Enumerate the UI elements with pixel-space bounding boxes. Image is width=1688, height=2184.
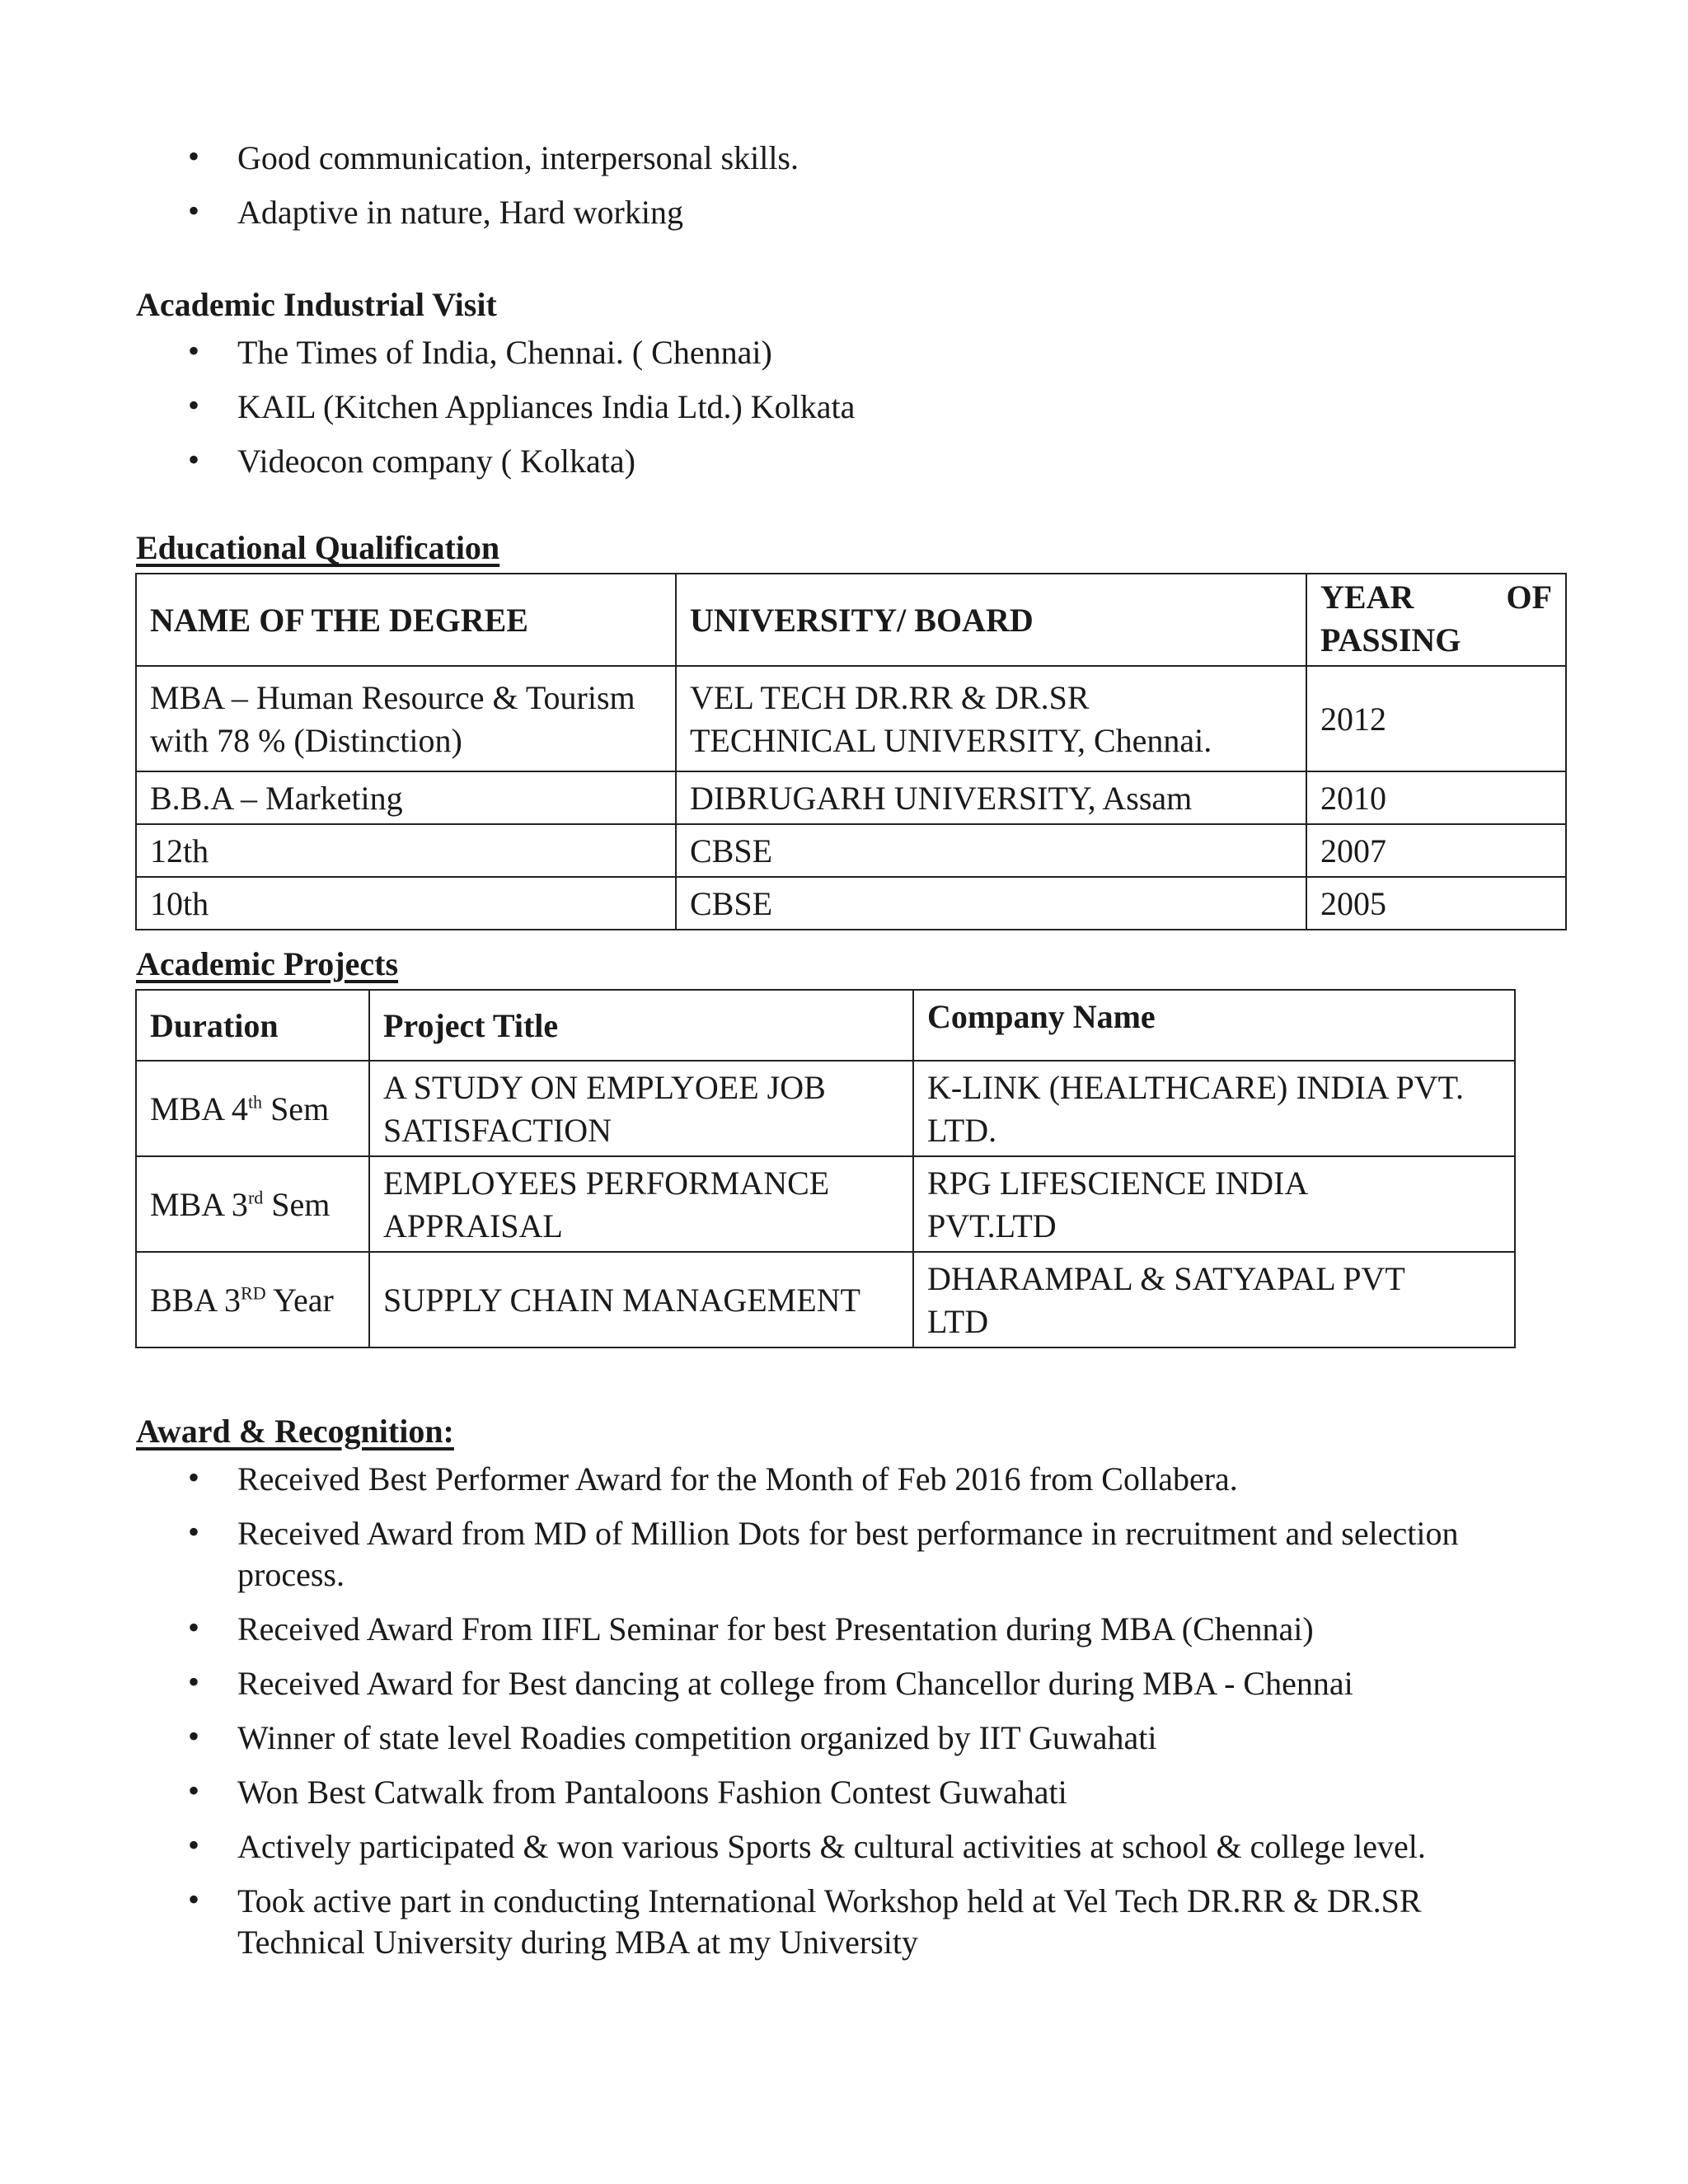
cell-degree: 10th [136, 877, 676, 930]
visits-list [138, 332, 1540, 495]
cell-duration [136, 1156, 369, 1252]
cell-text: Sem [263, 1186, 331, 1223]
list-item: • Good communication, interpersonal skills. [138, 138, 1540, 179]
cell-line: EMPLOYEES PERFORMANCE [383, 1165, 830, 1202]
list-item: • Took active part in conducting International Workshop held at Vel Tech DR.RR & DR.SR Technical University during MBA at my University [138, 1881, 1556, 1963]
superscript: RD [241, 1282, 266, 1304]
cell-line: PVT.LTD [927, 1207, 1057, 1244]
visits-heading: Academic Industrial Visit [136, 286, 497, 323]
education-heading: Educational Qualification [136, 529, 500, 566]
list-item: • Received Best Performer Award for the Month of Feb 2016 from Collabera. [138, 1459, 1556, 1500]
cell-line: LTD. [927, 1112, 997, 1149]
cell-line: APPRAISAL [383, 1207, 563, 1244]
cell-year: 2007 [1306, 824, 1566, 877]
table-row [136, 1156, 1515, 1252]
cell-project-title [369, 1156, 913, 1252]
cell-text: Year [265, 1282, 334, 1319]
cell-company [913, 1156, 1515, 1252]
header-year-word: PASSING [1320, 621, 1461, 658]
list-item: • Received Award for Best dancing at college from Chancellor during MBA - Chennai [138, 1663, 1556, 1704]
awards-heading: Award & Recognition: [136, 1413, 454, 1450]
cell-duration [136, 1252, 369, 1347]
list-item: • KAIL (Kitchen Appliances India Ltd.) Kolkata [138, 387, 1540, 428]
cell-line: K-LINK (HEALTHCARE) INDIA PVT. [927, 1069, 1465, 1106]
cell-line: A STUDY ON EMPLYOEE JOB [383, 1069, 826, 1106]
table-row [136, 877, 1566, 930]
cell-year: 2012 [1306, 666, 1566, 771]
cell-line: with 78 % (Distinction) [150, 722, 462, 759]
cell-line: VEL TECH DR.RR & DR.SR [690, 679, 1090, 716]
list-item: • Winner of state level Roadies competition organized by IIT Guwahati [138, 1718, 1556, 1759]
cell-university: DIBRUGARH UNIVERSITY, Assam [676, 771, 1306, 824]
table-row [136, 666, 1566, 771]
header-year [1306, 574, 1566, 666]
cell-project-title: SUPPLY CHAIN MANAGEMENT [369, 1252, 913, 1347]
cell-line: RPG LIFESCIENCE INDIA [927, 1165, 1309, 1202]
cell-project-title [369, 1061, 913, 1156]
superscript: th [247, 1091, 263, 1113]
list-item: • Adaptive in nature, Hard working [138, 192, 1540, 233]
skills-list [138, 138, 1540, 246]
header-year-word: YEAR [1320, 579, 1414, 616]
cell-degree [136, 666, 676, 771]
table-header-row [136, 574, 1566, 666]
header-university: UNIVERSITY/ BOARD [676, 574, 1306, 666]
list-item: • Videocon company ( Kolkata) [138, 441, 1540, 482]
cell-line: TECHNICAL UNIVERSITY, Chennai. [690, 722, 1212, 759]
cell-line: DHARAMPAL & SATYAPAL PVT [927, 1260, 1405, 1297]
cell-university [676, 666, 1306, 771]
header-degree: NAME OF THE DEGREE [136, 574, 676, 666]
header-year-word: OF [1506, 579, 1552, 616]
cell-degree: B.B.A – Marketing [136, 771, 676, 824]
list-item: • Received Award from MD of Million Dots for best performance in recruitment and selection process. [138, 1513, 1556, 1596]
header-company: Company Name [913, 990, 1515, 1061]
cell-text: MBA 3 [150, 1186, 248, 1223]
cell-line: MBA – Human Resource & Tourism [150, 679, 635, 716]
table-row [136, 1061, 1515, 1156]
list-item: • Received Award From IIFL Seminar for best Presentation during MBA (Chennai) [138, 1609, 1556, 1650]
header-project-title: Project Title [369, 990, 913, 1061]
cell-university: CBSE [676, 877, 1306, 930]
projects-heading: Academic Projects [136, 945, 399, 982]
cell-company [913, 1061, 1515, 1156]
list-item: • Won Best Catwalk from Pantaloons Fashion Contest Guwahati [138, 1772, 1556, 1813]
cell-degree: 12th [136, 824, 676, 877]
cell-line: LTD [927, 1303, 989, 1340]
projects-table [135, 989, 1516, 1348]
table-row [136, 824, 1566, 877]
cell-text: Sem [262, 1090, 330, 1127]
list-item: • Actively participated & won various Sports & cultural activities at school & college level. [138, 1826, 1556, 1868]
table-row [136, 1252, 1515, 1347]
cell-year: 2010 [1306, 771, 1566, 824]
table-row [136, 771, 1566, 824]
cell-text: BBA 3 [150, 1282, 241, 1319]
table-header-row [136, 990, 1515, 1061]
education-table [135, 573, 1567, 930]
awards-list [138, 1459, 1556, 1976]
superscript: rd [247, 1187, 264, 1208]
cell-year: 2005 [1306, 877, 1566, 930]
list-item: • The Times of India, Chennai. ( Chennai) [138, 332, 1540, 373]
cell-company [913, 1252, 1515, 1347]
cell-line: SATISFACTION [383, 1112, 612, 1149]
header-duration: Duration [136, 990, 369, 1061]
cell-university: CBSE [676, 824, 1306, 877]
cell-duration [136, 1061, 369, 1156]
cell-text: MBA 4 [150, 1090, 248, 1127]
